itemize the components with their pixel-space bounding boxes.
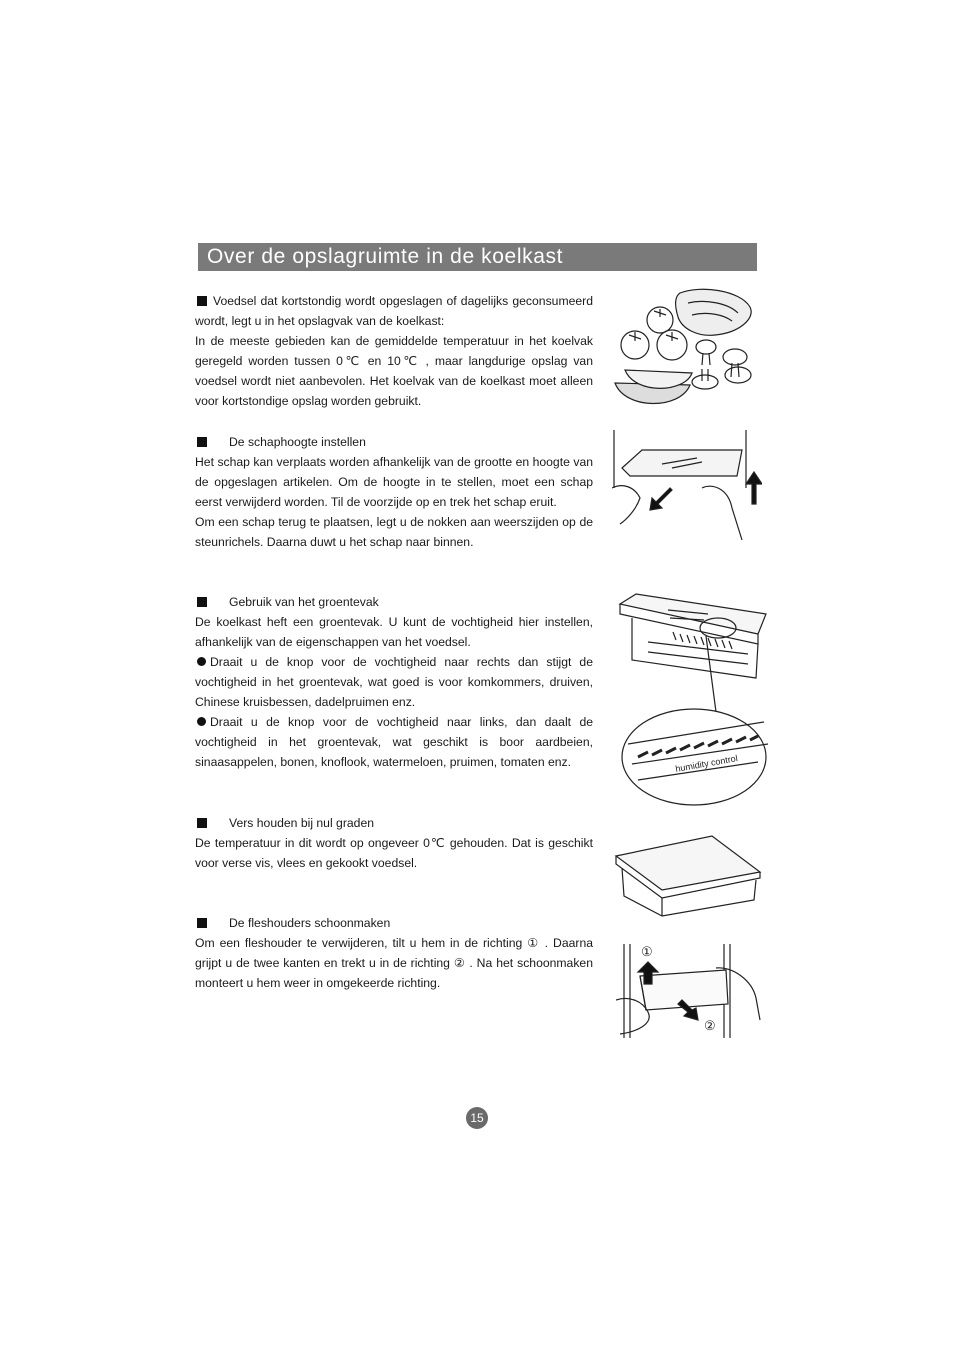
- food-illustration: [610, 285, 760, 410]
- shelf-illustration: [612, 428, 762, 546]
- section-paragraph: De koelkast heft een groentevak. U kunt de vochtigheid hier instellen, afhankelijk van de eigenschappen van het voedsel.: [195, 615, 593, 649]
- bottle-holder-illustration: [616, 940, 762, 1040]
- page-number: 15: [466, 1107, 488, 1129]
- section-paragraph: Om een schap terug te plaatsen, legt u de nokken aan weerszijden op de steunrichels. Daarna duwt u het schap naar binnen.: [195, 515, 593, 549]
- vegetable-drawer-illustration: [618, 592, 776, 812]
- bullet-item: Draait u de knop voor de vochtigheid naar links, dan daalt de vochtigheid in het groentevak, wat geschikt is boor aardbeien, sinaasappelen, bonen, knoflook, watermeloen, pruimen, tomaten enz.: [195, 715, 593, 769]
- section-heading: Vers houden bij nul graden: [195, 813, 593, 833]
- section-zero-degrees: [195, 813, 593, 873]
- section-heading: De schaphoogte instellen: [195, 432, 593, 452]
- section-heading: De fleshouders schoonmaken: [195, 913, 593, 933]
- section-shelf-height: [195, 432, 593, 552]
- square-bullet-icon: [197, 437, 207, 447]
- section-heading: Gebruik van het groentevak: [195, 592, 593, 612]
- zero-degree-drawer-illustration: [614, 834, 762, 920]
- section-paragraph: Het schap kan verplaats worden afhankelijk van de grootte en hoogte van de opgeslagen artikelen. Om de hoogte in te stellen, moet een schap eerst verwijderd worden. Til de voorzijde op en trek het schap eruit.: [195, 455, 593, 509]
- section-vegetable-drawer: [195, 592, 593, 772]
- bullet-item: Draait u de knop voor de vochtigheid naar rechts dan stijgt de vochtigheid in het groentevak, wat goed is voor komkommers, druiven, Chinese kruisbessen, dadelpruimen enz.: [195, 655, 593, 709]
- section-short-storage: [195, 291, 593, 411]
- direction-marker-2: ②: [704, 1018, 716, 1033]
- square-bullet-icon: [197, 918, 207, 928]
- square-bullet-icon: [197, 818, 207, 828]
- round-bullet-icon: [197, 717, 206, 726]
- humidity-control-label: humidity control: [674, 753, 739, 774]
- direction-marker-1: ①: [641, 944, 653, 959]
- square-bullet-icon: [197, 597, 207, 607]
- square-bullet-icon: [197, 296, 207, 306]
- page-title: Over de opslagruimte in de koelkast: [207, 245, 564, 268]
- round-bullet-icon: [197, 657, 206, 666]
- section-paragraph: Om een fleshouder te verwijderen, tilt u hem in de richting ① . Daarna grijpt u de twee kanten en trekt u in de richting ② . Na het schoonmaken monteert u hem weer in omgekeerde richting.: [195, 936, 593, 990]
- section-bottle-holders: [195, 913, 593, 993]
- section-heading: Voedsel dat kortstondig wordt opgeslagen of dagelijks geconsumeerd wordt, legt u in het opslagvak van de koelkast:: [195, 294, 593, 328]
- title-bar: [198, 243, 757, 271]
- section-paragraph: De temperatuur in dit wordt op ongeveer 0℃ gehouden. Dat is geschikt voor verse vis, vlees en gekookt voedsel.: [195, 836, 593, 870]
- section-paragraph: In de meeste gebieden kan de gemiddelde temperatuur in het koelvak geregeld worden tussen 0℃ en 10℃ , maar langdurige opslag van voedsel wordt niet aanbevolen. Het koelvak van de koelkast moet alleen voor kortstondige opslag worden gebruikt.: [195, 334, 593, 408]
